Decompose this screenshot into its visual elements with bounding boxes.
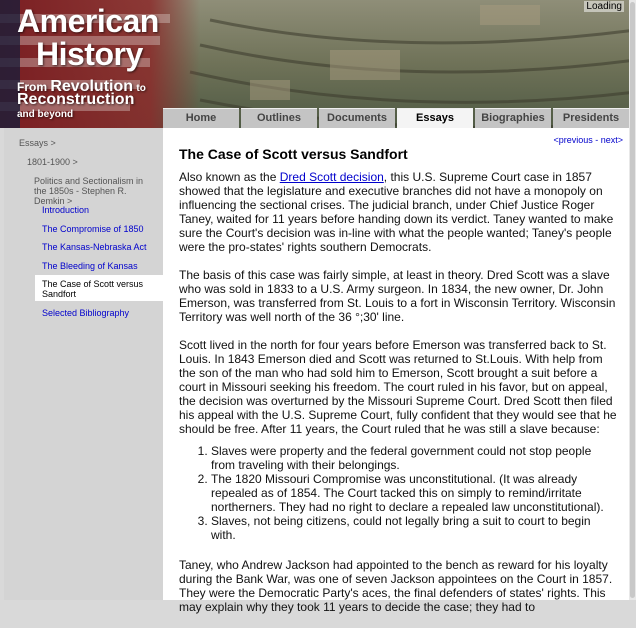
logo-and-beyond: and beyond (17, 109, 74, 120)
sidebar-nav (4, 128, 163, 600)
paragraph-intro (179, 170, 617, 254)
paragraph-intro-start: Also known as the (179, 170, 280, 184)
page-scrollbar[interactable] (629, 0, 636, 600)
loading-indicator: Loading (586, 1, 622, 12)
scrollbar-thumb[interactable] (630, 2, 635, 598)
tab-biographies[interactable]: Biographies (475, 108, 551, 128)
sidebar-link-kansas-nebraska[interactable]: The Kansas-Nebraska Act (42, 242, 147, 252)
pagination-separator: - (592, 135, 601, 145)
previous-link[interactable]: <previous (553, 135, 593, 145)
essay-content (163, 128, 629, 614)
pagination (553, 135, 623, 145)
list-item: 2. The 1820 Missouri Compromise was unconstitutional. (It was already repealed as of 1854. The Court tacked this on simply to remind/irritate northerners. They had no right to declare a repealed law unconstitutional). (211, 472, 617, 514)
dred-scott-link[interactable]: Dred Scott decision (279, 170, 384, 184)
paragraph-basis: The basis of this case was fairly simple, at least in theory. Dred Scott was a slave who was sold in 1833 to a U.S. Army surgeon. In 1834, the new owner, Dr. John Emerson, was transferred from St. Louis to a fort in Wisconsin Territory. Wisconsin Territory was well north of the 36 °;30' line. (179, 268, 616, 324)
tab-essays[interactable]: Essays (397, 108, 473, 130)
header-banner (0, 0, 636, 128)
logo-to: to (136, 83, 146, 94)
site-logo[interactable] (0, 0, 175, 128)
sidebar-link-bibliography[interactable]: Selected Bibliography (42, 308, 130, 318)
page-title: The Case of Scott versus Sandfort (179, 146, 408, 162)
list-item: 1. Slaves were property and the federal government could not stop people from traveling with their belongings. (211, 444, 617, 472)
sidebar-breadcrumb-period[interactable]: 1801-1900 > (27, 157, 78, 167)
list-item: 3. Slaves, not being citizens, could not legally bring a suit to court to begin with. (211, 514, 617, 542)
tab-outlines[interactable]: Outlines (241, 108, 317, 128)
logo-from: From (17, 80, 47, 94)
tab-presidents[interactable]: Presidents (553, 108, 629, 128)
logo-history: History (36, 36, 143, 72)
sidebar-breadcrumb-essays[interactable]: Essays > (19, 138, 56, 148)
logo-reconstruction: Reconstruction (17, 91, 135, 108)
sidebar-breadcrumb-topic[interactable]: Politics and Sectionalism in the 1850s - Stephen R. Demkin > (34, 176, 144, 206)
tab-home[interactable]: Home (163, 108, 239, 128)
sidebar-current-page: The Case of Scott versus Sandfort (35, 275, 163, 301)
paragraph-intro-rest: , this U.S. Supreme Court case in 1857 showed that the legislature and executive branches did not have a monopoly on influencing the sectional crises. The judicial branch, under Chief Justice Roger Taney, waited for 11 years before handing down its verdict. Taney wanted to make sure the Court's decision was in-line with what the people wanted; Taney's people were the pro-states' rights southern Democrats. (179, 170, 614, 254)
logo-american: American (17, 3, 159, 39)
paragraph-ruling: Scott lived in the north for four years before Emerson was transferred back to St. Louis. In 1843 Emerson died and Scott was returned to St.Louis. With help from the son of the man who had sold him to Emerson, Scott brought a suit before a court in Missouri seeking his freedom. The court ruled in his favor, but on appeal, the decision was overturned by the Missouri Supreme Court. Dred Scott then filed his appeal with the U.S. Supreme Court, fully confident that they would see that he should be free. After 11 years, the Court ruled that he was still a slave because: (179, 338, 617, 436)
next-link[interactable]: next> (600, 135, 623, 145)
logo-revolution: Revolution (50, 78, 134, 95)
paragraph-taney: Taney, who Andrew Jackson had appointed to the bench as reward for his loyalty during the Bank War, was one of seven Jackson appointees on the Court in 1857. They were the Democratic Party's aces, the final defenders of states' rights. This may explain why they took 11 years to decide the case; they had to (179, 558, 613, 614)
sidebar-link-bleeding-kansas[interactable]: The Bleeding of Kansas (42, 261, 138, 271)
sidebar-link-compromise-1850[interactable]: The Compromise of 1850 (42, 224, 144, 234)
ruling-reasons-list (211, 444, 617, 542)
main-nav-tabs (163, 108, 629, 128)
essay-body (179, 170, 617, 628)
sidebar-link-introduction[interactable]: Introduction (42, 205, 90, 215)
tab-documents[interactable]: Documents (319, 108, 395, 128)
